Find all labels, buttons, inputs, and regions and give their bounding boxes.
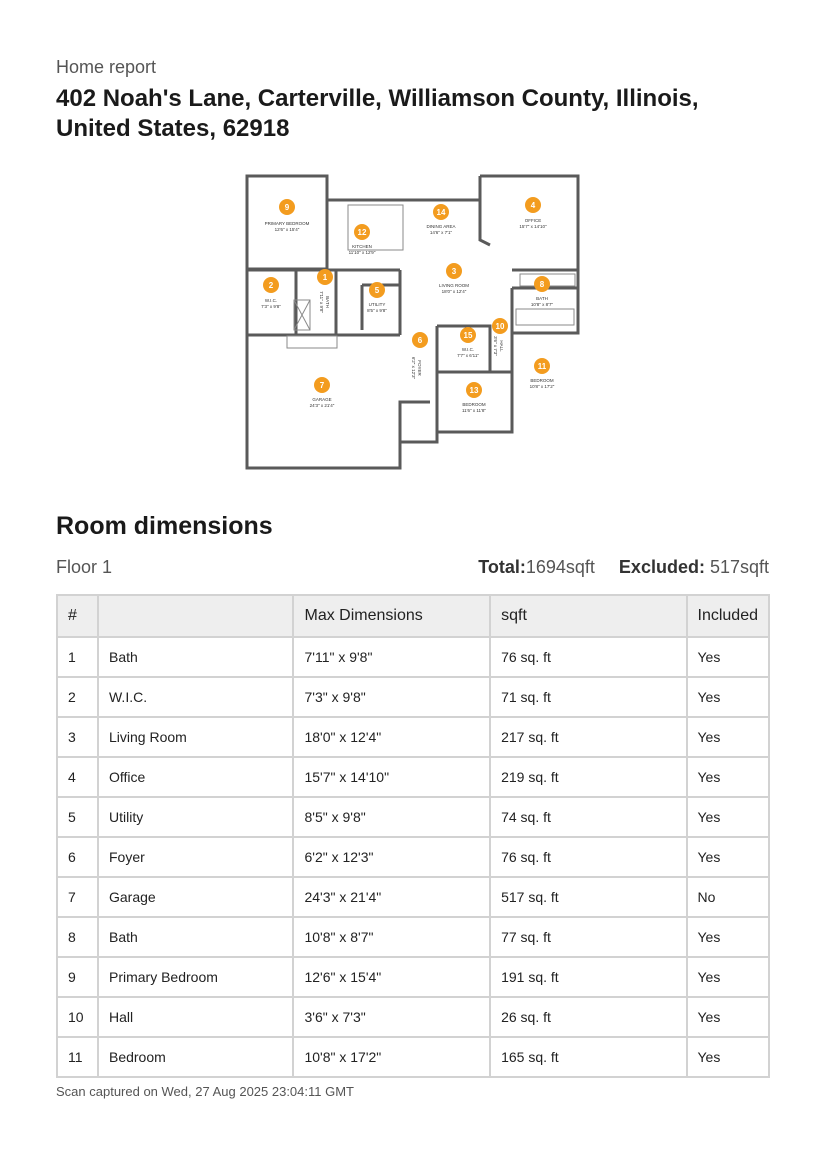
svg-text:6: 6 [417, 336, 423, 345]
table-row [57, 1037, 769, 1077]
scan-timestamp: Scan captured on Wed, 27 Aug 2025 23:04:11 GMT [56, 1084, 354, 1099]
room-marker [349, 224, 376, 255]
cell-included: Yes [687, 997, 770, 1037]
cell-included: Yes [687, 797, 770, 837]
cell-included: Yes [687, 637, 770, 677]
svg-text:18'0" x 12'4": 18'0" x 12'4" [441, 289, 467, 294]
svg-text:12'6" x 15'4": 12'6" x 15'4" [274, 227, 300, 232]
svg-text:GARAGE: GARAGE [312, 397, 332, 402]
svg-text:5: 5 [374, 286, 380, 295]
section-title: Room dimensions [56, 512, 273, 540]
table-row [57, 957, 769, 997]
svg-text:1: 1 [322, 273, 328, 282]
table-row [57, 797, 769, 837]
cell-sqft: 76 sq. ft [490, 637, 686, 677]
excluded-value: 517sqft [704, 557, 769, 577]
room-marker [310, 377, 335, 408]
cell-number: 5 [57, 797, 98, 837]
cell-number: 4 [57, 757, 98, 797]
cell-dimensions: 7'3" x 9'8" [293, 677, 490, 717]
header-max-dimensions: Max Dimensions [293, 595, 490, 637]
cell-included: Yes [687, 837, 770, 877]
svg-text:BATH: BATH [325, 296, 330, 308]
cell-dimensions: 7'11" x 9'8" [293, 637, 490, 677]
svg-text:W.I.C.: W.I.C. [461, 347, 475, 352]
room-marker [265, 199, 310, 232]
cell-room: Bedroom [98, 1037, 294, 1077]
floor-plan [240, 170, 585, 475]
svg-text:UTILITY: UTILITY [368, 302, 386, 307]
room-marker [317, 269, 333, 285]
svg-text:11'10" x 12'9": 11'10" x 12'9" [348, 250, 376, 255]
room-marker [439, 263, 469, 294]
svg-text:10: 10 [495, 322, 505, 331]
cell-dimensions: 10'8" x 8'7" [293, 917, 490, 957]
cell-sqft: 77 sq. ft [490, 917, 686, 957]
cell-room: Utility [98, 797, 294, 837]
cell-room: Primary Bedroom [98, 957, 294, 997]
svg-text:11: 11 [537, 362, 547, 371]
svg-text:2: 2 [268, 281, 274, 290]
cell-sqft: 517 sq. ft [490, 877, 686, 917]
svg-text:FOYER: FOYER [417, 360, 422, 376]
cell-dimensions: 24'3" x 21'4" [293, 877, 490, 917]
room-marker [457, 327, 479, 358]
header-sqft: sqft [490, 595, 686, 637]
cell-dimensions: 10'8" x 17'2" [293, 1037, 490, 1077]
cell-room: Bath [98, 917, 294, 957]
cell-included: Yes [687, 1037, 770, 1077]
table-row [57, 717, 769, 757]
room-marker [426, 204, 455, 235]
cell-dimensions: 6'2" x 12'3" [293, 837, 490, 877]
cell-room: W.I.C. [98, 677, 294, 717]
svg-text:14: 14 [436, 208, 446, 217]
cell-number: 9 [57, 957, 98, 997]
table-row [57, 757, 769, 797]
report-kicker: Home report [56, 57, 157, 77]
cell-included: Yes [687, 957, 770, 997]
table-row [57, 837, 769, 877]
cell-room: Garage [98, 877, 294, 917]
room-marker [462, 382, 486, 413]
floor-label: Floor 1 [56, 557, 113, 577]
svg-text:BEDROOM: BEDROOM [530, 378, 554, 383]
svg-text:13: 13 [469, 386, 479, 395]
cell-room: Living Room [98, 717, 294, 757]
room-marker [530, 358, 555, 389]
svg-text:8: 8 [539, 280, 545, 289]
svg-text:W.I.C.: W.I.C. [264, 298, 278, 303]
table-row [57, 677, 769, 717]
total-value: 1694sqft [525, 557, 595, 577]
svg-text:DINING AREA: DINING AREA [426, 224, 456, 229]
cell-sqft: 191 sq. ft [490, 957, 686, 997]
svg-text:OFFICE: OFFICE [524, 218, 542, 223]
area-totals [478, 557, 769, 578]
table-header-row [57, 595, 769, 637]
cell-room: Foyer [98, 837, 294, 877]
total-label: Total: [478, 557, 526, 577]
svg-text:11'6" x 11'8": 11'6" x 11'8" [461, 408, 487, 413]
svg-text:12: 12 [357, 228, 367, 237]
room-marker [367, 282, 387, 313]
cell-number: 3 [57, 717, 98, 757]
cell-dimensions: 12'6" x 15'4" [293, 957, 490, 997]
cell-room: Bath [98, 637, 294, 677]
cell-number: 10 [57, 997, 98, 1037]
cell-sqft: 76 sq. ft [490, 837, 686, 877]
cell-included: Yes [687, 717, 770, 757]
svg-text:6'2" x 12'3": 6'2" x 12'3" [411, 356, 416, 380]
cell-sqft: 217 sq. ft [490, 717, 686, 757]
room-marker [412, 332, 428, 348]
table-row [57, 637, 769, 677]
cell-dimensions: 8'5" x 9'8" [293, 797, 490, 837]
room-label-rotated [411, 357, 422, 380]
cell-sqft: 219 sq. ft [490, 757, 686, 797]
svg-text:7'3" x 9'8": 7'3" x 9'8" [261, 304, 281, 309]
cell-sqft: 165 sq. ft [490, 1037, 686, 1077]
cell-dimensions: 15'7" x 14'10" [293, 757, 490, 797]
table-row [57, 917, 769, 957]
cell-number: 11 [57, 1037, 98, 1077]
cell-included: Yes [687, 677, 770, 717]
svg-text:HALL: HALL [499, 340, 504, 352]
svg-text:7: 7 [319, 381, 325, 390]
excluded-label: Excluded: [618, 557, 705, 577]
room-dimensions-table [56, 594, 770, 1078]
room-label-rotated [319, 291, 330, 313]
header-room [98, 595, 294, 637]
room-label-rotated [493, 336, 504, 356]
cell-included: Yes [687, 917, 770, 957]
cell-included: Yes [687, 757, 770, 797]
cell-dimensions: 18'0" x 12'4" [293, 717, 490, 757]
table-row [57, 877, 769, 917]
cell-number: 1 [57, 637, 98, 677]
svg-text:10'8" x 17'2": 10'8" x 17'2" [529, 384, 555, 389]
svg-text:9: 9 [284, 203, 290, 212]
header-included: Included [687, 595, 770, 637]
svg-text:15'7" x 14'10": 15'7" x 14'10" [519, 224, 547, 229]
svg-text:BEDROOM: BEDROOM [462, 402, 486, 407]
room-marker [519, 197, 547, 229]
svg-text:4: 4 [530, 201, 536, 210]
cell-number: 8 [57, 917, 98, 957]
svg-text:7'11" x 9'8": 7'11" x 9'8" [319, 291, 324, 313]
cell-sqft: 74 sq. ft [490, 797, 686, 837]
cell-number: 2 [57, 677, 98, 717]
cell-included: No [687, 877, 770, 917]
cell-dimensions: 3'6" x 7'3" [293, 997, 490, 1037]
svg-text:3: 3 [451, 267, 457, 276]
svg-text:8'5" x 9'8": 8'5" x 9'8" [367, 308, 387, 313]
svg-text:BATH: BATH [536, 296, 548, 301]
cell-room: Office [98, 757, 294, 797]
cell-sqft: 26 sq. ft [490, 997, 686, 1037]
svg-text:LIVING ROOM: LIVING ROOM [438, 283, 470, 288]
svg-text:3'6" x 7'3": 3'6" x 7'3" [493, 336, 498, 356]
svg-text:15: 15 [463, 331, 473, 340]
svg-text:PRIMARY BEDROOM: PRIMARY BEDROOM [264, 221, 310, 226]
svg-text:7'7" x 6'11": 7'7" x 6'11" [457, 353, 479, 358]
svg-text:10'8" x 8'7": 10'8" x 8'7" [530, 302, 554, 307]
room-marker [492, 318, 508, 334]
cell-number: 7 [57, 877, 98, 917]
header-number: # [57, 595, 98, 637]
svg-text:24'3" x 21'4": 24'3" x 21'4" [309, 403, 335, 408]
cell-room: Hall [98, 997, 294, 1037]
svg-text:14'6" x 7'1": 14'6" x 7'1" [429, 230, 453, 235]
room-marker [261, 277, 281, 309]
table-row [57, 997, 769, 1037]
room-marker [531, 276, 554, 307]
property-address: 402 Noah's Lane, Carterville, Williamson County, Illinois, United States, 62918 [56, 85, 699, 142]
cell-sqft: 71 sq. ft [490, 677, 686, 717]
cell-number: 6 [57, 837, 98, 877]
svg-text:KITCHEN: KITCHEN [352, 244, 372, 249]
